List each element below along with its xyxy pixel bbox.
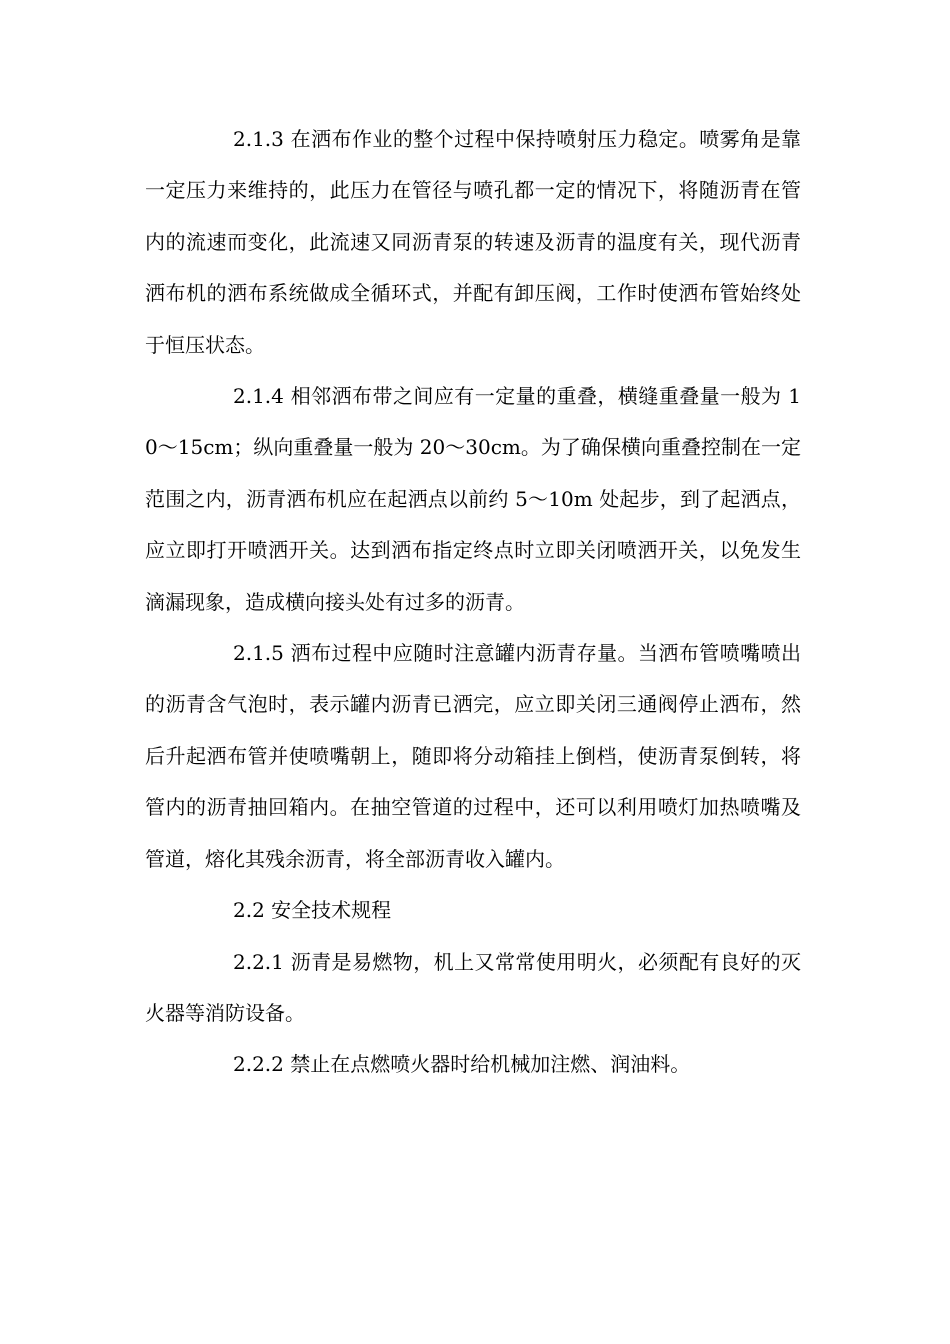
section-heading-2-2: 2.2 安全技术规程: [233, 898, 392, 923]
paragraph-2-2-1: 2.2.1 沥青是易燃物，机上又常常使用明火，必须配有良好的灭火器等消防设备。: [145, 949, 801, 1025]
paragraph-2-1-5: 2.1.5 洒布过程中应随时注意罐内沥青存量。当洒布管喷嘴喷出的沥青含气泡时，表示罐内沥青已洒完，应立即关闭三通阀停止洒布，然后升起洒布管并使喷嘴朝上，随即将分动箱挂上倒档，使沥青泵倒转，将管内的沥青抽回箱内。在抽空管道的过程中，还可以利用喷灯加热喷嘴及管道，熔化其残余沥青，将全部沥青收入罐内。: [145, 641, 801, 871]
paragraph-2-2-2: 2.2.2 禁止在点燃喷火器时给机械加注燃、润油料。: [233, 1052, 691, 1077]
document-body: [145, 114, 801, 1091]
paragraph-2-1-3: 2.1.3 在洒布作业的整个过程中保持喷射压力稳定。喷雾角是靠一定压力来维持的，此压力在管径与喷孔都一定的情况下，将随沥青在管内的流速而变化，此流速又同沥青泵的转速及沥青的温度有关，现代沥青洒布机的洒布系统做成全循环式，并配有卸压阀，工作时使洒布管始终处于恒压状态。: [145, 127, 801, 357]
paragraph-2-1-4: 2.1.4 相邻洒布带之间应有一定量的重叠，横缝重叠量一般为 10～15cm；纵向重叠量一般为 20～30cm。为了确保横向重叠控制在一定范围之内，沥青洒布机应在起洒点以前约 5～10m 处起步，到了起洒点，应立即打开喷洒开关。达到洒布指定终点时立即关闭喷洒开关，以免发生滴漏现象，造成横向接头处有过多的沥青。: [145, 384, 801, 614]
